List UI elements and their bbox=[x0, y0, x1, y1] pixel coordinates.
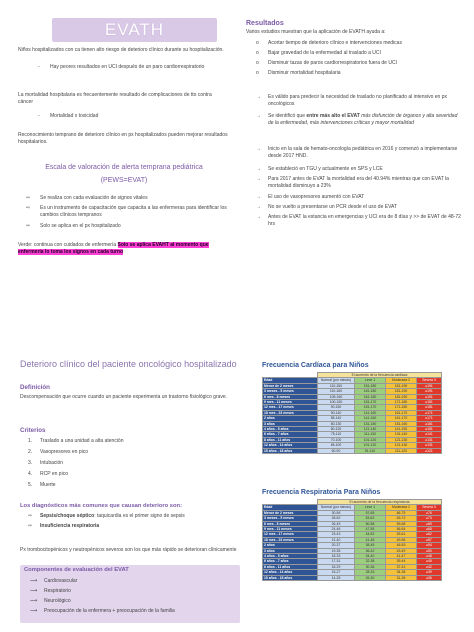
diagnosis-sepsis-note: : taquicardia es el primer signo de sepsis bbox=[94, 513, 185, 519]
table-cell: 2 años bbox=[263, 416, 318, 421]
table-cell: 60-90 bbox=[318, 448, 355, 453]
intro-text: Niños hospitalizados con ca tienen alto riesgo de deterioro clínico durante su hospitalización. bbox=[18, 47, 224, 53]
diagnosis-title: Los diagnósticos más comunes que causan deterioro son: bbox=[20, 503, 183, 509]
table-cell: 100-150 bbox=[318, 400, 355, 405]
scale-title-1: Escala de valoración de alerta temprana pediátrica bbox=[45, 164, 203, 171]
header-age: Edad bbox=[263, 505, 318, 510]
timeline-arrow-2: → bbox=[256, 166, 261, 172]
table-cell: 3 años bbox=[263, 548, 318, 553]
crit-num-1: 1. bbox=[28, 438, 33, 444]
diagnosis-item-2: Insuficiencia respiratoria bbox=[40, 523, 100, 529]
comp-arrow-3: ⟶ bbox=[30, 598, 38, 604]
timeline-item-1: Inicio en la sala de hemato-oncología pediátrica en 2016 y comenzó a implementarse desde 2017 HND. bbox=[268, 146, 458, 159]
scale-item-3: Solo se aplica en el px hospitalizado bbox=[40, 223, 121, 229]
table-cell: 23-43 bbox=[318, 532, 355, 537]
evat-severity-text bbox=[268, 113, 463, 127]
table-cell: ≥42 bbox=[417, 564, 442, 569]
resp-rate-body bbox=[263, 510, 442, 580]
results-item-2: Bajar gravedad de la enfermedad al traslado a UCI bbox=[268, 50, 381, 56]
table-cell: ≥69 bbox=[417, 521, 442, 526]
table-cell: 31-35 bbox=[386, 575, 417, 580]
table-cell: 18 mes - 23 meses bbox=[263, 410, 318, 415]
results-intro: Varios estudios muestran que la aplicación de EVATH ayuda a: bbox=[246, 29, 386, 35]
table-cell: ≥181 bbox=[417, 400, 442, 405]
component-item-3: Neurológico bbox=[44, 598, 71, 604]
table-cell: ≥76 bbox=[417, 510, 442, 515]
table-cell: 6 mes - 8 meses bbox=[263, 521, 318, 526]
table-cell: 12 mes - 17 meses bbox=[263, 532, 318, 537]
table-cell: 36-42 bbox=[355, 548, 386, 553]
table-cell: 38-45 bbox=[355, 543, 386, 548]
intro-bullet: Hay peores resultados en UCI después de un paro cardiorrespiratorio bbox=[50, 64, 205, 70]
table-cell: ≥181 bbox=[417, 405, 442, 410]
table-cell: 34-40 bbox=[355, 554, 386, 559]
table-cell: 12 mes - 17 meses bbox=[263, 405, 318, 410]
resp-rate-caption: El aumento de la frecuencia respiratoria bbox=[318, 500, 442, 505]
timeline-arrow-6: → bbox=[256, 214, 261, 220]
crit-num-3: 3. bbox=[28, 460, 33, 466]
arrow-icon-1: → bbox=[256, 94, 261, 100]
timeline-item-3: Para 2017 antes de EVAT la mortalidad era del 40.94% mientras que con EVAT la mortalidad disminuyo a 23% bbox=[268, 176, 449, 189]
comp-arrow-2: ⟶ bbox=[30, 588, 38, 594]
table-cell: ≥45 bbox=[417, 559, 442, 564]
header-severa: Severa 3 bbox=[417, 505, 442, 510]
table-cell: 41-47 bbox=[386, 554, 417, 559]
table-cell: 18-33 bbox=[318, 554, 355, 559]
table-cell: 161-180 bbox=[355, 394, 386, 399]
evat-severity-c: más disfunción de órganos y alta severidad de la enfermedad, más intervenciones críticas y mayor mortalidad bbox=[268, 113, 458, 126]
evat-severity-a: Se identificó que bbox=[268, 113, 307, 119]
header-leve: Leve 1 bbox=[355, 505, 386, 510]
mortality-text: La mortalidad hospitalaria es frecuentemente resultado de complicaciones de tto contra cáncer bbox=[18, 92, 212, 105]
table-cell: 6 mes - 8 meses bbox=[263, 394, 318, 399]
table-cell: 8 años - 11 años bbox=[263, 564, 318, 569]
table-cell: 161-170 bbox=[386, 410, 417, 415]
table-cell: 2 años bbox=[263, 543, 318, 548]
table-cell: 171-180 bbox=[386, 405, 417, 410]
evat-severity-b: entre más alto el EVAT bbox=[306, 113, 360, 119]
table-cell: 15-27 bbox=[318, 570, 355, 575]
table-cell: 14-25 bbox=[318, 575, 355, 580]
table-cell: 85-140 bbox=[318, 416, 355, 421]
table-cell: 121-130 bbox=[386, 443, 417, 448]
table-cell: 6 años - 7 años bbox=[263, 559, 318, 564]
table-cell: 4 años - 5 años bbox=[263, 427, 318, 432]
table-cell: 181-190 bbox=[386, 389, 417, 394]
diag-arrow-1: ⇨ bbox=[28, 513, 33, 519]
table-cell: 121-140 bbox=[355, 427, 386, 432]
table-cell: 3 años bbox=[263, 421, 318, 426]
diagnosis-sepsis: Sepsis/choque séptico bbox=[40, 513, 95, 519]
header-moderada: Moderada 2 bbox=[386, 378, 417, 383]
table-cell: 101-120 bbox=[355, 443, 386, 448]
table-cell: ≥171 bbox=[417, 410, 442, 415]
table-cell: 26-49 bbox=[318, 521, 355, 526]
arrow-icon-2: → bbox=[256, 113, 261, 119]
table-cell: ≥191 bbox=[417, 394, 442, 399]
timeline-arrow-4: → bbox=[256, 194, 261, 200]
table-cell: 19-35 bbox=[318, 548, 355, 553]
table-cell: 63-72 bbox=[386, 516, 417, 521]
component-item-2: Respiratorio bbox=[44, 588, 71, 594]
table-cell: ≥191 bbox=[417, 389, 442, 394]
table-cell: Menor de 2 meses bbox=[263, 510, 318, 515]
recognition-text: Reconocimiento temprano de deterioro clínico en px hospitalizados pueden mejorar resultados hospitalarios. bbox=[18, 132, 228, 145]
table-cell: 131-140 bbox=[386, 432, 417, 437]
table-cell: ≥50 bbox=[417, 548, 442, 553]
table-cell: 111-120 bbox=[386, 448, 417, 453]
comp-arrow-4: ⟶ bbox=[30, 608, 38, 614]
table-cell: 141-150 bbox=[386, 427, 417, 432]
table-cell: 16-29 bbox=[318, 564, 355, 569]
table-row bbox=[263, 575, 442, 580]
timeline-arrow-3: → bbox=[256, 176, 261, 182]
criteria-item-2: Vasopresores en pico bbox=[40, 449, 88, 455]
table-cell: 161-180 bbox=[355, 389, 386, 394]
header-normal: Normal (por minuto) bbox=[318, 505, 355, 510]
table-cell: 101-120 bbox=[355, 437, 386, 442]
thrombo-text: Px trombocitopénicos y neutropénicos severos son los que más rápido se deterioran clínicamente bbox=[20, 547, 237, 553]
component-item-1: Cardiovascular bbox=[44, 578, 78, 584]
verde-highlight: Solo se aplica EVAHT al momento que enfermería lo toma los signos en cada turno bbox=[18, 242, 209, 255]
verde-note bbox=[18, 242, 232, 256]
table-cell: 24-46 bbox=[318, 527, 355, 532]
table-cell: 18 mes - 23 meses bbox=[263, 537, 318, 542]
criteria-item-3: Intubación bbox=[40, 460, 64, 466]
timeline-item-2: Se estableció en TGU y actualmente en SPS y LCE bbox=[268, 166, 383, 172]
timeline-item-5: No se vuelto a presentarse un PCR desde el uso de EVAT bbox=[268, 204, 398, 210]
timeline-arrow-1: → bbox=[256, 146, 261, 152]
table-cell: 121-130 bbox=[386, 437, 417, 442]
timeline-item-6: Antes de EVAT la estancia en emergencias y UCI era de 8 días y >> de EVAT de 48-72 hrs bbox=[268, 214, 461, 227]
table-cell: ≥151 bbox=[417, 427, 442, 432]
table-cell: ≥191 bbox=[417, 383, 442, 388]
table-cell: 56-64 bbox=[386, 527, 417, 532]
table-cell: 80-120 bbox=[318, 427, 355, 432]
table-cell: 17-31 bbox=[318, 559, 355, 564]
table-cell: 43-49 bbox=[386, 548, 417, 553]
results-item-1: Acortar tiempo de deterioro clínico e intervenciones medicas bbox=[268, 40, 402, 46]
header-age: Edad bbox=[263, 378, 318, 383]
scale-title-2: (PEWS=EVAT) bbox=[100, 177, 148, 184]
comp-arrow-1: ⟶ bbox=[30, 578, 38, 584]
table-cell: 20-37 bbox=[318, 543, 355, 548]
diag-arrow-2: ⇨ bbox=[28, 523, 33, 529]
component-item-4: Preocupación de la enfermera + preocupación de la familia bbox=[44, 608, 175, 614]
header-severa: Severa 3 bbox=[417, 378, 442, 383]
table-cell: 47-55 bbox=[355, 527, 386, 532]
table-cell: 8 años - 11 años bbox=[263, 437, 318, 442]
timeline-item-4: El uso de vasopresores aumentó con EVAT bbox=[268, 194, 365, 200]
evath-title: EVATH bbox=[104, 20, 165, 39]
intro-bullet-dash: - bbox=[38, 64, 40, 70]
table-cell: 4 años - 5 años bbox=[263, 554, 318, 559]
results-bullet-3: o bbox=[256, 60, 259, 66]
results-item-3: Disminuir tazas de paros cardiorrespiratorios fuera de UCI bbox=[268, 60, 397, 66]
heart-rate-body bbox=[263, 383, 442, 453]
table-cell: ≥48 bbox=[417, 554, 442, 559]
table-cell: ≥62 bbox=[417, 532, 442, 537]
table-cell: 80-130 bbox=[318, 421, 355, 426]
table-cell: 161-170 bbox=[386, 416, 417, 421]
resp-rate-title: Frecuencia Respiratoria Para Niños bbox=[262, 489, 381, 496]
table-cell: ≥73 bbox=[417, 516, 442, 521]
results-title: Resultados bbox=[246, 20, 284, 27]
table-cell: 32-38 bbox=[355, 559, 386, 564]
table-cell: ≥65 bbox=[417, 527, 442, 532]
results-bullet-1: o bbox=[256, 40, 259, 46]
table-cell: 39-44 bbox=[386, 559, 417, 564]
table-cell: 37-41 bbox=[386, 564, 417, 569]
table-cell: ≥39 bbox=[417, 570, 442, 575]
table-cell: 65-100 bbox=[318, 443, 355, 448]
heart-rate-caption: El aumento de la frecuencia cardiaca bbox=[318, 373, 442, 378]
scale-arrow-3: ⇨ bbox=[26, 223, 31, 229]
components-title: Componentes de evaluación del EVAT bbox=[24, 567, 129, 573]
mortality-bullet: Mortalidad x toxicidad bbox=[50, 113, 99, 119]
criteria-item-1: Traslado a una unidad a alta atención bbox=[40, 438, 124, 444]
heart-rate-title: Frecuencia Cardíaca para Niños bbox=[262, 362, 369, 369]
table-cell: 3 meses - 5 meses bbox=[263, 516, 318, 521]
table-cell: 105-160 bbox=[318, 394, 355, 399]
heart-rate-table-wrap bbox=[262, 372, 442, 454]
resp-rate-table-wrap bbox=[262, 499, 442, 581]
table-cell: 28-33 bbox=[355, 570, 386, 575]
table-cell: Menor de 2 meses bbox=[263, 383, 318, 388]
header-normal: Normal (por minuto) bbox=[318, 378, 355, 383]
table-cell: 90-140 bbox=[318, 410, 355, 415]
crit-num-2: 2. bbox=[28, 449, 33, 455]
diagnosis-item-1 bbox=[40, 513, 240, 520]
table-cell: 75-110 bbox=[318, 432, 355, 437]
mortality-bullet-dash: - bbox=[38, 113, 40, 119]
criteria-title: Criterios bbox=[20, 427, 46, 434]
table-cell: ≥141 bbox=[417, 432, 442, 437]
table-cell: 12 años - 14 años bbox=[263, 570, 318, 575]
table-cell: 151-160 bbox=[386, 421, 417, 426]
table-cell: 59-68 bbox=[386, 521, 417, 526]
table-cell: ≥57 bbox=[417, 537, 442, 542]
table-cell: 9 mes - 11 meses bbox=[263, 400, 318, 405]
heart-rate-table bbox=[262, 372, 442, 454]
table-cell: 9 mes - 11 meses bbox=[263, 527, 318, 532]
scale-item-2: Es un instrumento de capacitación que capacita a las enfermeras para identificar los cambios clínicos tempranos bbox=[40, 205, 227, 218]
predict-text: Es válido para predecir la necesidad de traslado no planificado al intensivo en px oncológicos bbox=[268, 94, 448, 107]
table-cell: 6 años - 7 años bbox=[263, 432, 318, 437]
results-bullet-4: o bbox=[256, 70, 259, 76]
table-cell: 49-56 bbox=[386, 537, 417, 542]
table-cell: 70-100 bbox=[318, 437, 355, 442]
table-cell: ≥171 bbox=[417, 416, 442, 421]
table-cell: 46-53 bbox=[386, 543, 417, 548]
table-cell: ≥131 bbox=[417, 443, 442, 448]
table-cell: 151-180 bbox=[355, 383, 386, 388]
table-cell: ≥161 bbox=[417, 421, 442, 426]
table-cell: 30-36 bbox=[355, 564, 386, 569]
table-cell: 110-150 bbox=[318, 383, 355, 388]
header-leve: Leve 1 bbox=[355, 378, 386, 383]
table-cell: 66-75 bbox=[386, 510, 417, 515]
table-cell: 181-190 bbox=[386, 383, 417, 388]
results-bullet-2: o bbox=[256, 50, 259, 56]
table-cell: 15 años - 18 años bbox=[263, 575, 318, 580]
table-cell: ≥54 bbox=[417, 543, 442, 548]
header-moderada: Moderada 2 bbox=[386, 505, 417, 510]
table-cell: 171-180 bbox=[386, 400, 417, 405]
table-cell: 110-160 bbox=[318, 389, 355, 394]
table-cell: ≥131 bbox=[417, 437, 442, 442]
table-cell: 28-52 bbox=[318, 516, 355, 521]
scale-item-1: Se realiza con cada evaluación de signos vitales bbox=[40, 195, 148, 201]
table-cell: 30-56 bbox=[318, 510, 355, 515]
table-cell: 57-65 bbox=[355, 510, 386, 515]
table-cell: 44-52 bbox=[355, 532, 386, 537]
definition-text: Descompensación que ocurre cuando un paciente experimenta un trastorno fisiológico grave. bbox=[20, 394, 228, 400]
table-cell: 151-170 bbox=[355, 400, 386, 405]
table-row bbox=[263, 448, 442, 453]
table-cell: 41-48 bbox=[355, 537, 386, 542]
verde-text: Verde: continua con cuidados de enfermería bbox=[18, 242, 117, 248]
page2-title: Deterioro clínico del paciente oncológico hospitalizado bbox=[20, 359, 237, 369]
table-cell: 53-61 bbox=[386, 532, 417, 537]
definition-title: Definición bbox=[20, 384, 50, 391]
crit-num-4: 4. bbox=[28, 471, 33, 477]
table-cell: 12 años - 14 años bbox=[263, 443, 318, 448]
criteria-item-4: RCP en pico bbox=[40, 471, 68, 477]
table-cell: 91-110 bbox=[355, 448, 386, 453]
table-cell: 181-190 bbox=[386, 394, 417, 399]
table-cell: 141-160 bbox=[355, 410, 386, 415]
timeline-arrow-5: → bbox=[256, 204, 261, 210]
table-cell: 53-62 bbox=[355, 516, 386, 521]
scale-arrow-1: ⇨ bbox=[26, 195, 31, 201]
crit-num-5: 5. bbox=[28, 482, 33, 488]
table-cell: 21-40 bbox=[318, 537, 355, 542]
results-item-4: Disminuir mortalidad hospitalaria bbox=[268, 70, 341, 76]
scale-arrow-2: ⇨ bbox=[26, 205, 31, 211]
table-cell: ≥121 bbox=[417, 448, 442, 453]
table-cell: 26-30 bbox=[355, 575, 386, 580]
table-cell: ≥36 bbox=[417, 575, 442, 580]
table-cell: 3 meses - 5 meses bbox=[263, 389, 318, 394]
criteria-item-5: Muerte bbox=[40, 482, 56, 488]
table-cell: 141-160 bbox=[355, 416, 386, 421]
table-cell: 34-38 bbox=[386, 570, 417, 575]
table-cell: 15 años - 18 años bbox=[263, 448, 318, 453]
resp-rate-table bbox=[262, 499, 442, 581]
table-cell: 90-150 bbox=[318, 405, 355, 410]
table-cell: 151-170 bbox=[355, 405, 386, 410]
table-cell: 50-58 bbox=[355, 521, 386, 526]
table-cell: 131-150 bbox=[355, 421, 386, 426]
table-cell: 111-130 bbox=[355, 432, 386, 437]
